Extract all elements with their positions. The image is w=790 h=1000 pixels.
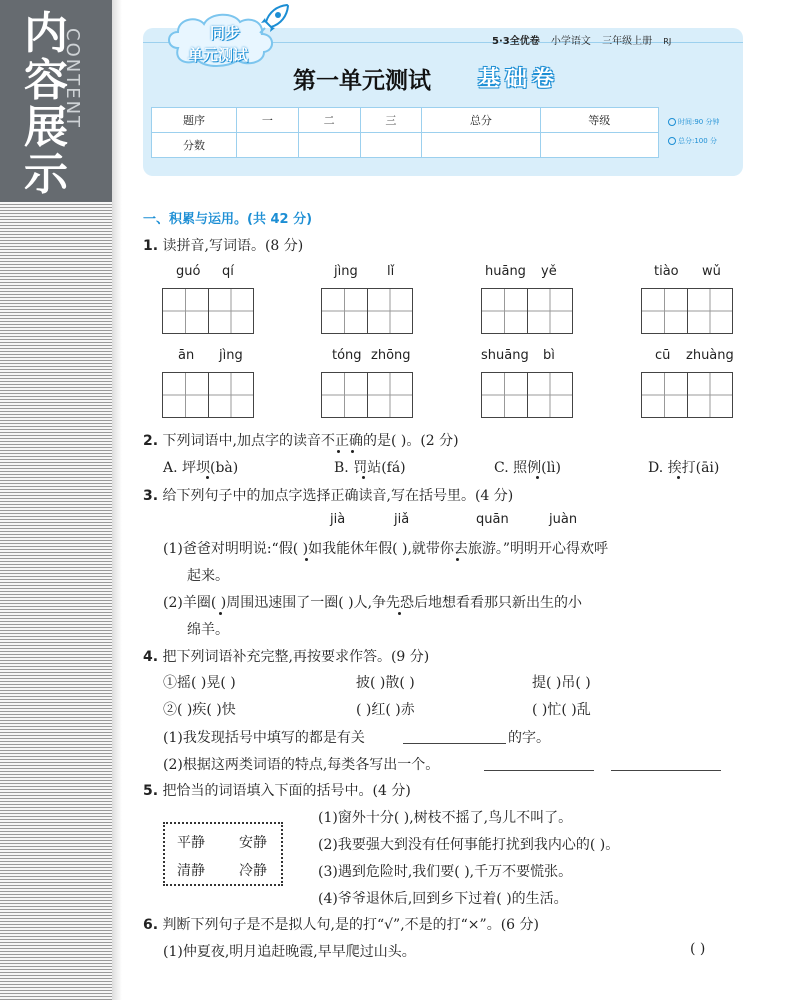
rocket-icon	[257, 2, 291, 36]
emphasis-dot	[305, 558, 308, 561]
pinyin: cū	[655, 348, 671, 363]
sentence: (1)仲夏夜,明月追赶晚霞,早早爬过山头。	[163, 944, 416, 960]
word-row: ②( )疾( )快	[163, 702, 236, 718]
sentence: 绵羊。	[187, 622, 229, 638]
pinyin-choice: jiǎ	[394, 512, 410, 527]
option-a: A. 坪坝(bà)	[163, 460, 239, 476]
question-number: 4.	[143, 649, 159, 665]
emphasis-dot	[677, 476, 680, 479]
question-6	[143, 914, 539, 934]
word-option: 清静	[177, 863, 205, 879]
word-option: 平静	[177, 835, 205, 851]
option-d: D. 挨打(āi)	[648, 460, 720, 476]
score-cell: 等级	[540, 108, 658, 133]
question-text: 给下列句子中的加点字选择正确读音,写在括号里。(4 分)	[162, 488, 514, 504]
question-text: 下列词语中,加点字的读音不正确的是( )。(2 分)	[162, 433, 459, 449]
badge-line1: 同步	[210, 24, 241, 42]
writing-grid[interactable]	[321, 288, 413, 334]
pinyin: bì	[543, 348, 555, 363]
answer-blank[interactable]	[484, 770, 594, 771]
score-cell: 总分	[422, 108, 540, 133]
pinyin: jìng	[219, 348, 243, 363]
question-1	[143, 235, 303, 255]
pinyin: shuāng	[481, 348, 529, 363]
question-number: 3.	[143, 488, 159, 504]
question-text: 把下列词语补充完整,再按要求作答。(9 分)	[162, 649, 430, 665]
exam-time	[668, 117, 720, 127]
score-input-cell[interactable]	[237, 133, 299, 158]
subject-name: 小学语文	[550, 36, 591, 47]
sentence: (2)羊圈( )周围迅速围了一圈( )人,争先恐后地想看看那只新出生的小	[163, 595, 583, 611]
score-cell: 题序	[152, 108, 237, 133]
word-bank	[163, 822, 283, 886]
exam-total	[668, 136, 720, 146]
pinyin-choice: quān	[476, 512, 509, 527]
check-icon	[668, 137, 676, 145]
pinyin: zhuàng	[686, 348, 734, 363]
emphasis-dot	[206, 476, 209, 479]
question-number: 6.	[143, 917, 159, 933]
series-name: 5·3全优卷	[492, 36, 540, 47]
question-number: 2.	[143, 433, 159, 449]
section-title: 一、积累与运用。(共 42 分)	[143, 212, 313, 227]
word-option: 安静	[239, 835, 267, 851]
answer-blank[interactable]	[611, 770, 721, 771]
pinyin: jìng	[334, 264, 358, 279]
word-row: ①摇( )晃( )	[163, 675, 236, 691]
pinyin: qí	[222, 264, 234, 279]
question-3	[143, 485, 513, 505]
writing-grid[interactable]	[481, 372, 573, 418]
badge-line2: 单元测试	[188, 46, 249, 64]
emphasis-dot	[219, 612, 222, 615]
question-2	[143, 430, 459, 450]
pinyin: wǔ	[702, 264, 721, 279]
sentence: (2)根据这两类词语的特点,每类各写出一个。	[163, 757, 440, 773]
score-cell: 三	[360, 108, 422, 133]
clock-icon	[668, 118, 676, 126]
writing-grid[interactable]	[641, 288, 733, 334]
answer-blank[interactable]	[403, 743, 506, 744]
book-info	[492, 32, 679, 47]
emphasis-dot	[398, 612, 401, 615]
score-input-cell[interactable]	[540, 133, 658, 158]
question-text: 判断下列句子是不是拟人句,是的打“√”,不是的打“×”。(6 分)	[162, 917, 539, 933]
sentence: (1)爸爸对明明说:“假( )如我能休年假( ),就带你去旅游。”明明开心得欢呼	[163, 541, 609, 557]
score-input-cell[interactable]	[298, 133, 360, 158]
pinyin: lǐ	[387, 264, 395, 279]
pinyin: zhōng	[371, 348, 411, 363]
writing-grid[interactable]	[162, 288, 254, 334]
answer-paren[interactable]: ( )	[690, 941, 706, 957]
exam-time-text: 时间:90 分钟	[678, 118, 720, 126]
question-5	[143, 780, 411, 800]
pinyin: yě	[541, 264, 557, 279]
question-text: 把恰当的词语填入下面的括号中。(4 分)	[162, 783, 411, 799]
pinyin: ān	[178, 348, 195, 363]
exam-total-text: 总分:100 分	[678, 137, 717, 145]
word-option: 冷静	[239, 863, 267, 879]
grade-name: 三年级上册	[602, 36, 653, 47]
sentence: 起来。	[187, 568, 229, 584]
side-english-label: CONTENT	[62, 28, 83, 130]
test-title: 第一单元测试	[293, 68, 431, 94]
score-input-cell[interactable]	[422, 133, 540, 158]
side-title: 内容展示	[24, 8, 68, 200]
writing-grid[interactable]	[641, 372, 733, 418]
score-table	[151, 107, 659, 158]
writing-grid[interactable]	[321, 372, 413, 418]
sentence: (3)遇到危险时,我们要( ),千万不要慌张。	[318, 864, 573, 880]
pinyin: tiào	[654, 264, 679, 279]
score-cell: 二	[298, 108, 360, 133]
emphasis-dot	[337, 450, 340, 453]
pinyin-choice: jià	[330, 512, 346, 527]
writing-grid[interactable]	[481, 288, 573, 334]
option-c: C. 照例(lì)	[494, 460, 561, 476]
sentence: (4)爷爷退休后,回到乡下过着( )的生活。	[318, 891, 568, 907]
sentence: 的字。	[508, 730, 550, 746]
pinyin-choice: juàn	[549, 512, 578, 527]
score-cell: 分数	[152, 133, 237, 158]
word-row: ( )忙( )乱	[532, 702, 591, 718]
emphasis-dot	[362, 476, 365, 479]
question-text: 读拼音,写词语。(8 分)	[162, 238, 304, 254]
option-b: B. 罚站(fá)	[334, 460, 406, 476]
word-row: ( )红( )赤	[356, 702, 415, 718]
test-subtitle: 基础卷	[478, 67, 560, 92]
sentence: (1)我发现括号中填写的都是有关	[163, 730, 365, 746]
exam-meta	[668, 117, 720, 155]
question-number: 1.	[143, 238, 159, 254]
emphasis-dot	[456, 558, 459, 561]
question-number: 5.	[143, 783, 159, 799]
score-table-value-row	[152, 133, 659, 158]
pinyin: tóng	[332, 348, 362, 363]
side-band	[0, 0, 112, 1000]
page-edge	[112, 0, 122, 1000]
word-row: 披( )散( )	[356, 675, 415, 691]
pinyin: guó	[176, 264, 201, 279]
word-row: 提( )吊( )	[532, 675, 591, 691]
writing-grid[interactable]	[162, 372, 254, 418]
emphasis-dot	[536, 476, 539, 479]
score-input-cell[interactable]	[360, 133, 422, 158]
score-table-header-row	[152, 108, 659, 133]
score-cell: 一	[237, 108, 299, 133]
pinyin: huāng	[485, 264, 526, 279]
side-band-stripes	[0, 202, 112, 1000]
sentence: (1)窗外十分( ),树枝不摇了,鸟儿不叫了。	[318, 810, 573, 826]
emphasis-dot	[351, 450, 354, 453]
question-4	[143, 646, 429, 666]
sentence: (2)我要强大到没有任何事能打扰到我内心的( )。	[318, 837, 620, 853]
edition-code: RJ	[663, 37, 672, 46]
